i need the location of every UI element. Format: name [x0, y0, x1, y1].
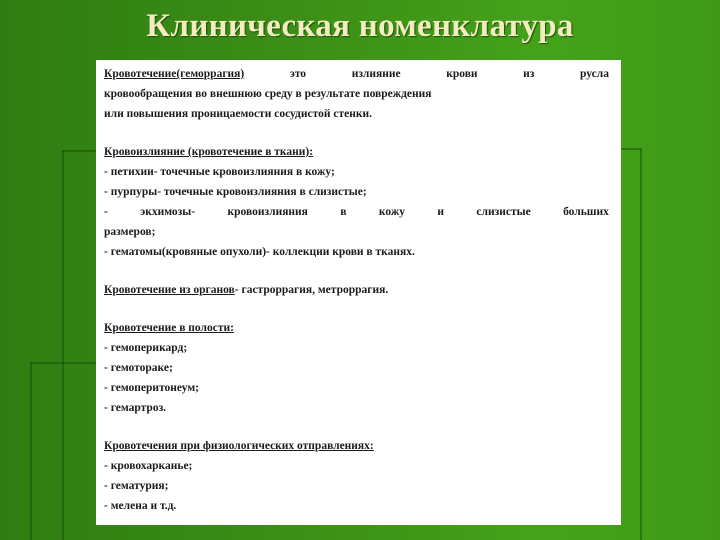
list-item: - кровохарканье;: [104, 460, 193, 472]
list-item: - пурпуры- точечные кровоизлияния в слизистые;: [104, 186, 367, 198]
list-item: - гемотораке;: [104, 362, 173, 374]
term-bleeding: Кровотечение(геморрагия): [104, 68, 245, 80]
cavity-heading: Кровотечение в полости:: [104, 322, 234, 334]
hemorrhage-heading: Кровоизлияние (кровотечение в ткани):: [104, 146, 314, 158]
organ-bleeding-line: Кровотечение из органов- гастроррагия, метроррагия.: [104, 284, 389, 296]
list-item: - петихии- точечные кровоизлияния в кожу;: [104, 166, 335, 178]
list-item: - гематомы(кровяные опухоли)- коллекции крови в тканях.: [104, 246, 415, 258]
word: русла: [580, 68, 609, 80]
list-item-continuation: размеров;: [104, 226, 156, 238]
list-item: - гемоперикард;: [104, 342, 188, 354]
list-item: - гемартроз.: [104, 402, 167, 414]
content-panel: [96, 60, 621, 525]
word: крови: [446, 68, 478, 80]
list-item: - гемоперитонеум;: [104, 382, 200, 394]
paragraph-bleeding-line3: или повышения проницаемости сосудистой стенки.: [104, 108, 372, 120]
list-item: - экхимозы- кровоизлияния в кожу и слизистые больших: [104, 206, 609, 218]
word: излияние: [351, 68, 401, 80]
paragraph-bleeding-line1: [104, 64, 609, 84]
physiological-heading: Кровотечения при физиологических отправлениях:: [104, 440, 374, 452]
word: из: [523, 68, 535, 80]
list-item: - мелена и т.д.: [104, 500, 177, 512]
word: это: [289, 68, 307, 80]
paragraph-bleeding-line2: кровообращения во внешнюю среду в результате повреждения: [104, 88, 432, 100]
slide-title: Клиническая номенклатура: [146, 8, 574, 44]
list-item: - гематурия;: [104, 480, 169, 492]
term-organ-bleeding: Кровотечение из органов: [104, 284, 235, 296]
